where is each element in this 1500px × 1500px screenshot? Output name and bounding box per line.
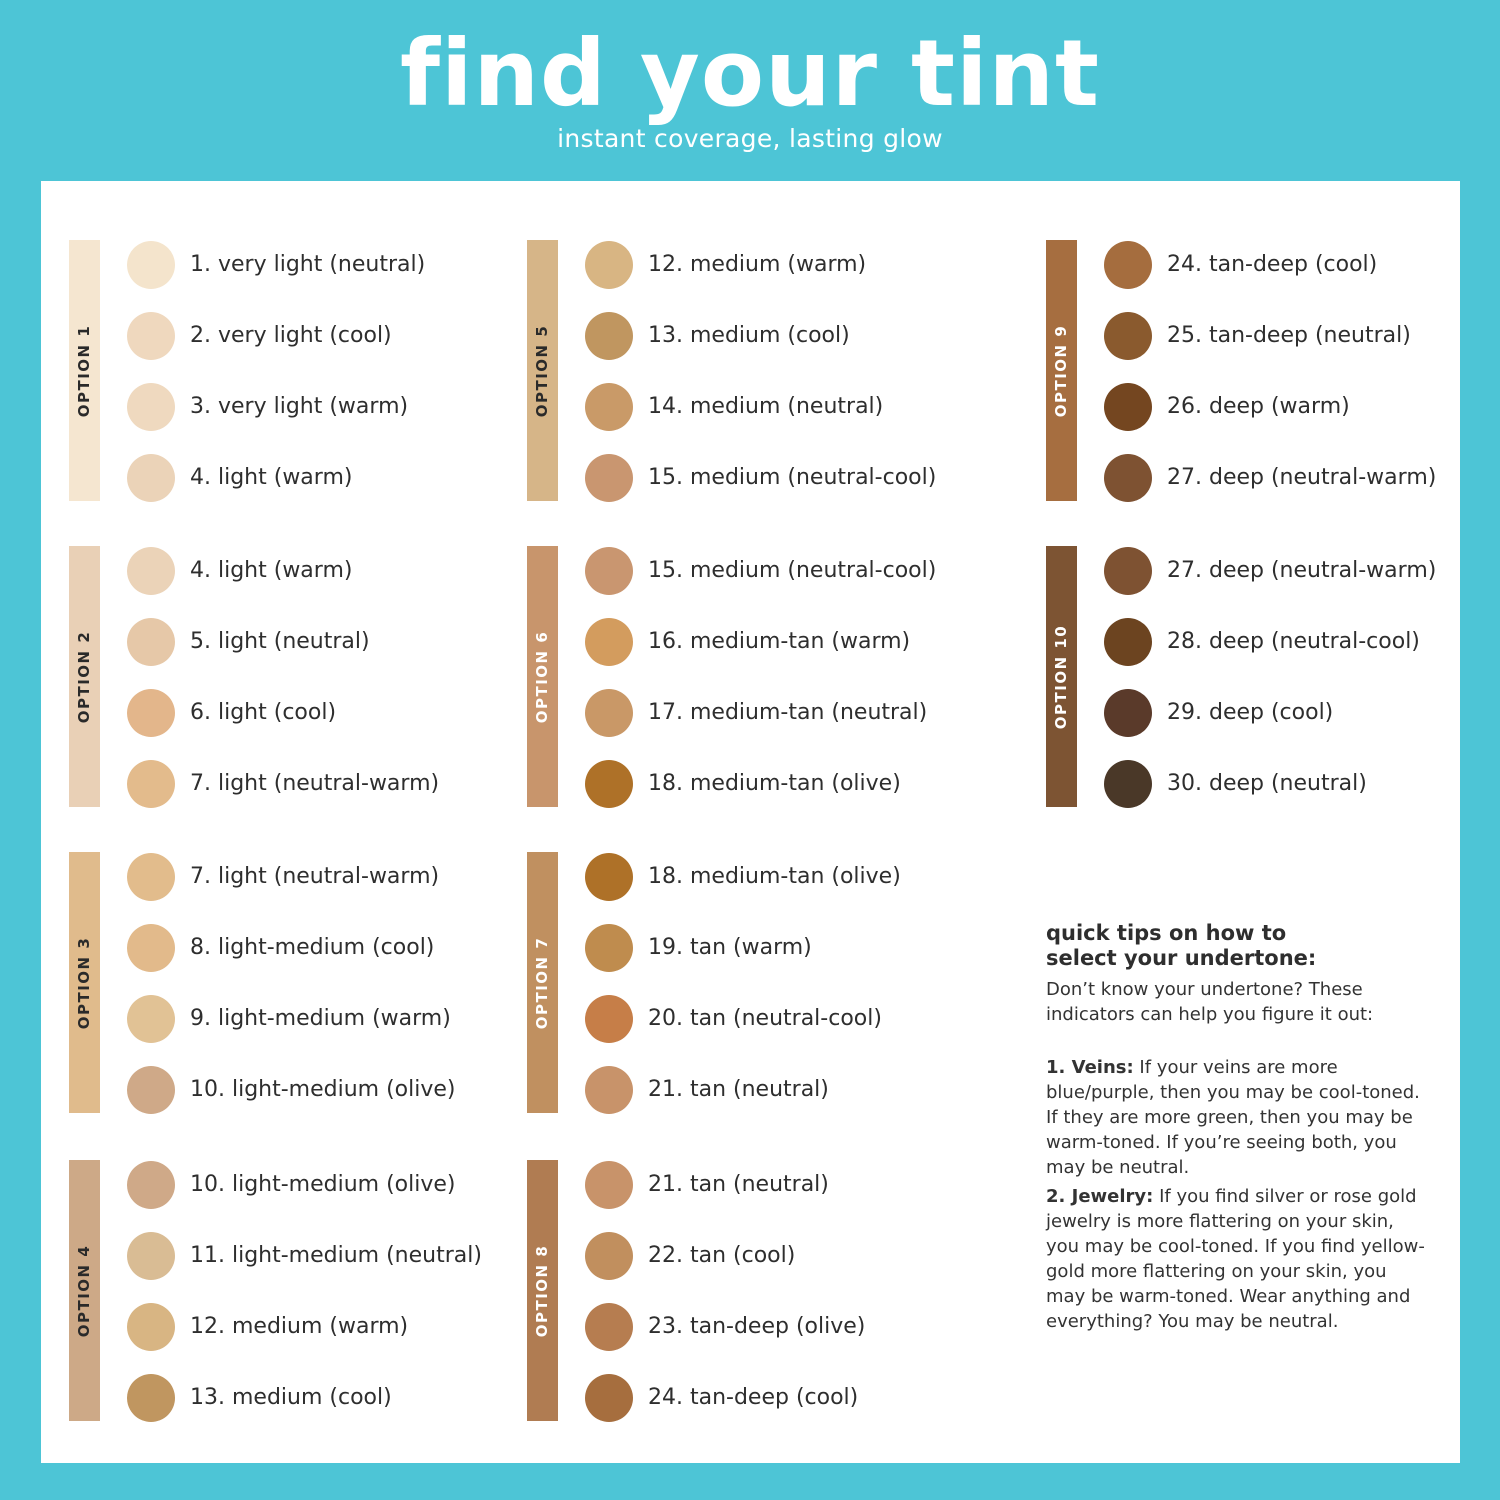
option-group-10 — [1046, 546, 1486, 807]
option-group-4 — [69, 1160, 509, 1421]
shade-item — [585, 618, 985, 666]
option-bar — [527, 1160, 558, 1421]
shade-label: 6. light (cool) — [190, 700, 337, 725]
shade-label: 16. medium-tan (warm) — [648, 629, 911, 654]
shade-swatch — [585, 760, 633, 808]
shade-label: 9. light-medium (warm) — [190, 1006, 451, 1031]
shade-swatch — [585, 1161, 633, 1209]
shade-swatch — [127, 1232, 175, 1280]
shade-item — [585, 995, 985, 1043]
shade-item — [585, 1303, 985, 1351]
shade-item — [1104, 241, 1500, 289]
shade-label: 23. tan-deep (olive) — [648, 1314, 866, 1339]
option-label: OPTION 6 — [533, 630, 551, 723]
shade-label: 18. medium-tan (olive) — [648, 771, 901, 796]
shade-swatch — [127, 689, 175, 737]
shade-label: 14. medium (neutral) — [648, 394, 884, 419]
option-bar — [1046, 546, 1077, 807]
shade-swatch — [1104, 760, 1152, 808]
shade-label: 8. light-medium (cool) — [190, 935, 435, 960]
option-group-5 — [527, 240, 967, 501]
shade-label: 30. deep (neutral) — [1167, 771, 1367, 796]
shade-item — [1104, 312, 1500, 360]
shade-label: 27. deep (neutral-warm) — [1167, 465, 1437, 490]
shade-item — [127, 618, 527, 666]
shade-swatch — [127, 454, 175, 502]
shade-item — [127, 1161, 527, 1209]
shade-swatch — [585, 547, 633, 595]
shade-swatch — [127, 995, 175, 1043]
shade-item — [1104, 760, 1500, 808]
shade-swatch — [585, 383, 633, 431]
shade-item — [585, 454, 985, 502]
shade-label: 13. medium (cool) — [190, 1385, 392, 1410]
tip-veins — [1046, 1055, 1426, 1180]
shade-label: 10. light-medium (olive) — [190, 1077, 456, 1102]
shade-label: 5. light (neutral) — [190, 629, 370, 654]
shade-swatch — [1104, 241, 1152, 289]
shade-label: 19. tan (warm) — [648, 935, 812, 960]
tip-veins-text: If your veins are more blue/purple, then you may be cool-toned. If they are more green, then you may be warm-toned. If you’re seeing both, you may be neutral. — [1046, 1057, 1420, 1178]
option-bar — [69, 240, 100, 501]
shade-swatch — [585, 1303, 633, 1351]
shade-item — [585, 924, 985, 972]
option-bar — [69, 852, 100, 1113]
shade-label: 3. very light (warm) — [190, 394, 409, 419]
shade-label: 28. deep (neutral-cool) — [1167, 629, 1420, 654]
shade-panel — [41, 181, 1460, 1463]
shade-label: 2. very light (cool) — [190, 323, 392, 348]
shade-item — [127, 1374, 527, 1422]
shade-swatch — [1104, 689, 1152, 737]
option-group-6 — [527, 546, 967, 807]
shade-label: 1. very light (neutral) — [190, 252, 426, 277]
shade-item — [1104, 689, 1500, 737]
shade-swatch — [585, 1066, 633, 1114]
shade-item — [127, 454, 527, 502]
shade-swatch — [585, 853, 633, 901]
option-group-9 — [1046, 240, 1486, 501]
shade-label: 25. tan-deep (neutral) — [1167, 323, 1411, 348]
shade-item — [127, 383, 527, 431]
shade-item — [585, 547, 985, 595]
shade-swatch — [127, 853, 175, 901]
option-label: OPTION 4 — [75, 1244, 93, 1337]
shade-item — [127, 924, 527, 972]
shade-label: 7. light (neutral-warm) — [190, 771, 440, 796]
shade-item — [127, 760, 527, 808]
tip-jewelry-heading: 2. Jewelry: — [1046, 1186, 1154, 1207]
option-bar — [527, 852, 558, 1113]
shade-swatch — [585, 1374, 633, 1422]
header — [0, 0, 1500, 180]
shade-label: 15. medium (neutral-cool) — [648, 558, 937, 583]
shade-item — [585, 1232, 985, 1280]
shade-swatch — [127, 547, 175, 595]
option-group-8 — [527, 1160, 967, 1421]
shade-swatch — [585, 312, 633, 360]
tip-jewelry-text: If you find silver or rose gold jewelry is more flattering on your skin, you may be cool-toned. If you find yellow-gold more flattering on your skin, you may be warm-toned. Wear anything and everything? You may be neutral. — [1046, 1186, 1425, 1332]
shade-swatch — [1104, 547, 1152, 595]
option-group-7 — [527, 852, 967, 1113]
shade-swatch — [127, 241, 175, 289]
shade-swatch — [1104, 618, 1152, 666]
shade-item — [1104, 383, 1500, 431]
shade-item — [127, 312, 527, 360]
shade-item — [127, 1303, 527, 1351]
page-title: find your tint — [399, 20, 1100, 127]
shade-swatch — [127, 924, 175, 972]
shade-item — [585, 689, 985, 737]
shade-swatch — [127, 383, 175, 431]
shade-label: 10. light-medium (olive) — [190, 1172, 456, 1197]
shade-swatch — [127, 312, 175, 360]
shade-item — [127, 241, 527, 289]
option-bar — [527, 240, 558, 501]
shade-swatch — [1104, 454, 1152, 502]
shade-swatch — [1104, 312, 1152, 360]
option-label: OPTION 2 — [75, 630, 93, 723]
shade-label: 7. light (neutral-warm) — [190, 864, 440, 889]
shade-swatch — [127, 1374, 175, 1422]
shade-item — [585, 312, 985, 360]
shade-label: 18. medium-tan (olive) — [648, 864, 901, 889]
option-label: OPTION 8 — [533, 1244, 551, 1337]
shade-swatch — [127, 1066, 175, 1114]
tips-intro: Don’t know your undertone? These indicators can help you figure it out: — [1046, 979, 1374, 1025]
shade-item — [127, 1066, 527, 1114]
shade-label: 12. medium (warm) — [190, 1314, 409, 1339]
shade-label: 21. tan (neutral) — [648, 1077, 829, 1102]
shade-item — [1104, 618, 1500, 666]
shade-label: 22. tan (cool) — [648, 1243, 796, 1268]
option-group-3 — [69, 852, 509, 1113]
shade-item — [127, 1232, 527, 1280]
shade-item — [585, 241, 985, 289]
shade-label: 15. medium (neutral-cool) — [648, 465, 937, 490]
shade-swatch — [585, 618, 633, 666]
option-group-2 — [69, 546, 509, 807]
shade-label: 24. tan-deep (cool) — [1167, 252, 1378, 277]
shade-item — [1104, 547, 1500, 595]
shade-swatch — [127, 1303, 175, 1351]
shade-swatch — [127, 760, 175, 808]
option-bar — [69, 546, 100, 807]
shade-item — [585, 383, 985, 431]
shade-label: 11. light-medium (neutral) — [190, 1243, 482, 1268]
shade-label: 24. tan-deep (cool) — [648, 1385, 859, 1410]
shade-swatch — [1104, 383, 1152, 431]
shade-label: 12. medium (warm) — [648, 252, 867, 277]
shade-item — [1104, 454, 1500, 502]
shade-swatch — [585, 454, 633, 502]
undertone-tips — [1046, 921, 1426, 1338]
option-group-1 — [69, 240, 509, 501]
shade-item — [127, 689, 527, 737]
shade-item — [127, 995, 527, 1043]
shade-label: 20. tan (neutral-cool) — [648, 1006, 882, 1031]
shade-swatch — [585, 924, 633, 972]
tip-jewelry — [1046, 1184, 1426, 1334]
shade-label: 26. deep (warm) — [1167, 394, 1350, 419]
shade-item — [585, 1066, 985, 1114]
tips-title: quick tips on how to select your undertone: — [1046, 921, 1317, 970]
shade-label: 13. medium (cool) — [648, 323, 850, 348]
option-label: OPTION 1 — [75, 324, 93, 417]
shade-item — [585, 1161, 985, 1209]
shade-swatch — [127, 1161, 175, 1209]
shade-label: 17. medium-tan (neutral) — [648, 700, 928, 725]
tip-veins-heading: 1. Veins: — [1046, 1057, 1134, 1078]
shade-item — [127, 853, 527, 901]
shade-swatch — [585, 995, 633, 1043]
shade-item — [585, 853, 985, 901]
option-label: OPTION 9 — [1052, 324, 1070, 417]
option-label: OPTION 3 — [75, 936, 93, 1029]
option-bar — [527, 546, 558, 807]
option-label: OPTION 5 — [533, 324, 551, 417]
option-bar — [69, 1160, 100, 1421]
shade-item — [585, 760, 985, 808]
shade-swatch — [127, 618, 175, 666]
shade-label: 21. tan (neutral) — [648, 1172, 829, 1197]
shade-item — [585, 1374, 985, 1422]
shade-swatch — [585, 689, 633, 737]
shade-swatch — [585, 241, 633, 289]
shade-label: 4. light (warm) — [190, 558, 353, 583]
option-label: OPTION 10 — [1052, 624, 1070, 729]
shade-swatch — [585, 1232, 633, 1280]
shade-label: 4. light (warm) — [190, 465, 353, 490]
shade-label: 29. deep (cool) — [1167, 700, 1334, 725]
option-label: OPTION 7 — [533, 936, 551, 1029]
shade-item — [127, 547, 527, 595]
option-bar — [1046, 240, 1077, 501]
shade-label: 27. deep (neutral-warm) — [1167, 558, 1437, 583]
page-subtitle: instant coverage, lasting glow — [557, 124, 943, 153]
